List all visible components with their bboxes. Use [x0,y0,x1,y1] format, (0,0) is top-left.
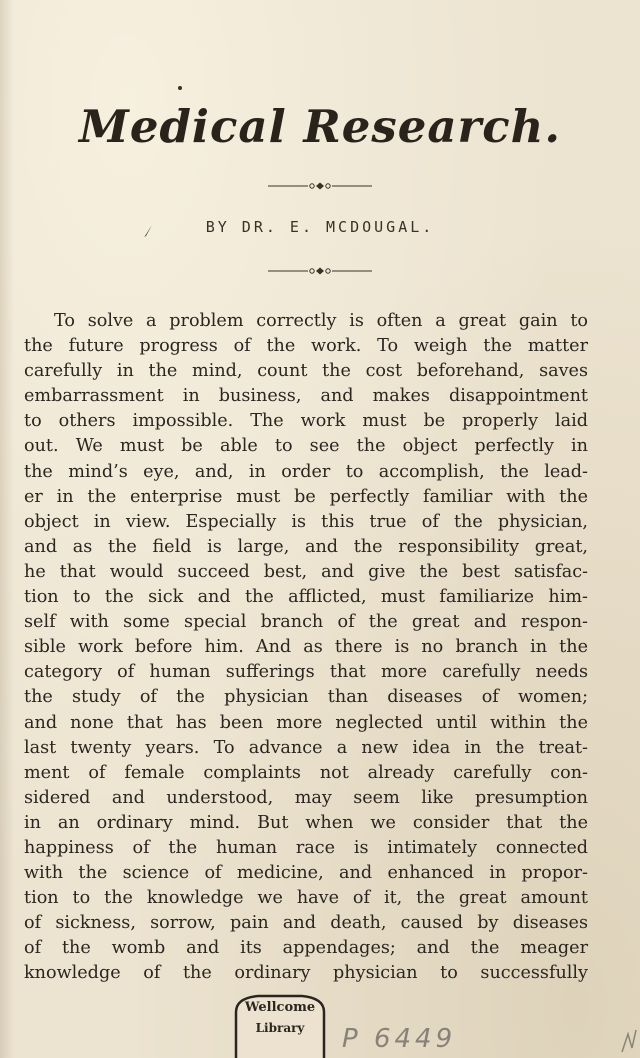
body-line: in an ordinary mind. But when we consider that the [24,812,588,833]
body-line: to others impossible. The work must be properly laid [24,411,588,432]
body-line: er in the enterprise must be perfectly familiar with the [24,486,588,507]
stamp-label-library: Library [255,1021,305,1035]
body-line: sible work before him. And as there is no branch in the [24,637,588,658]
body-line: out. We must be able to see the object perfectly in [24,436,588,457]
body-line: self with some special branch of the great and respon- [24,612,588,633]
body-line: he that would succeed best, and give the best satisfac- [24,561,588,582]
author-byline: BY DR. E. MCDOUGAL. [205,218,435,236]
body-line: category of human sufferings that more carefully needs [24,662,588,683]
body-line: the study of the physician than diseases of women; [24,687,588,708]
body-line: To solve a problem correctly is often a great gain to [54,311,588,331]
body-line: sidered and understood, may seem like presumption [24,787,588,808]
body-line: of sickness, sorrow, pain and death, caused by diseases [24,913,588,934]
page-edge-shadow [0,0,14,1058]
byline-ornament [0,266,640,276]
body-line: the mind’s eye, and, in order to accomplish, the lead- [24,461,588,482]
body-line: last twenty years. To advance a new idea in the treat- [24,737,588,758]
article-body [24,309,588,987]
body-line: tion to the knowledge we have of it, the great amount [24,888,588,909]
body-line: the future progress of the work. To weigh the matter [24,336,588,357]
body-line: happiness of the human race is intimately connected [24,837,588,858]
body-line: and as the field is large, and the responsibility great, [24,536,588,557]
body-line: and none that has been more neglected until within the [24,712,588,733]
pencil-shelfmark: P 6449 [342,1024,457,1054]
ink-speck [178,86,182,90]
body-line: knowledge of the ordinary physician to successfully [24,963,588,984]
body-line: with the science of medicine, and enhanced in propor- [24,863,588,884]
corner-scribble-icon [618,1026,638,1054]
body-line: carefully in the mind, count the cost beforehand, saves [24,361,588,382]
body-line: object in view. Especially is this true of the physician, [24,511,588,532]
page-title: Medical Research. [79,100,561,153]
title-ornament [0,181,640,191]
body-line: of the womb and its appendages; and the meager [24,938,588,959]
body-line: embarrassment in business, and makes disappointment [24,386,588,407]
body-line: tion to the sick and the afflicted, must familiarize him- [24,587,588,608]
stamp-label-wellcome: Wellcome [244,1000,316,1015]
body-line: ment of female complaints not already carefully con- [24,762,588,783]
